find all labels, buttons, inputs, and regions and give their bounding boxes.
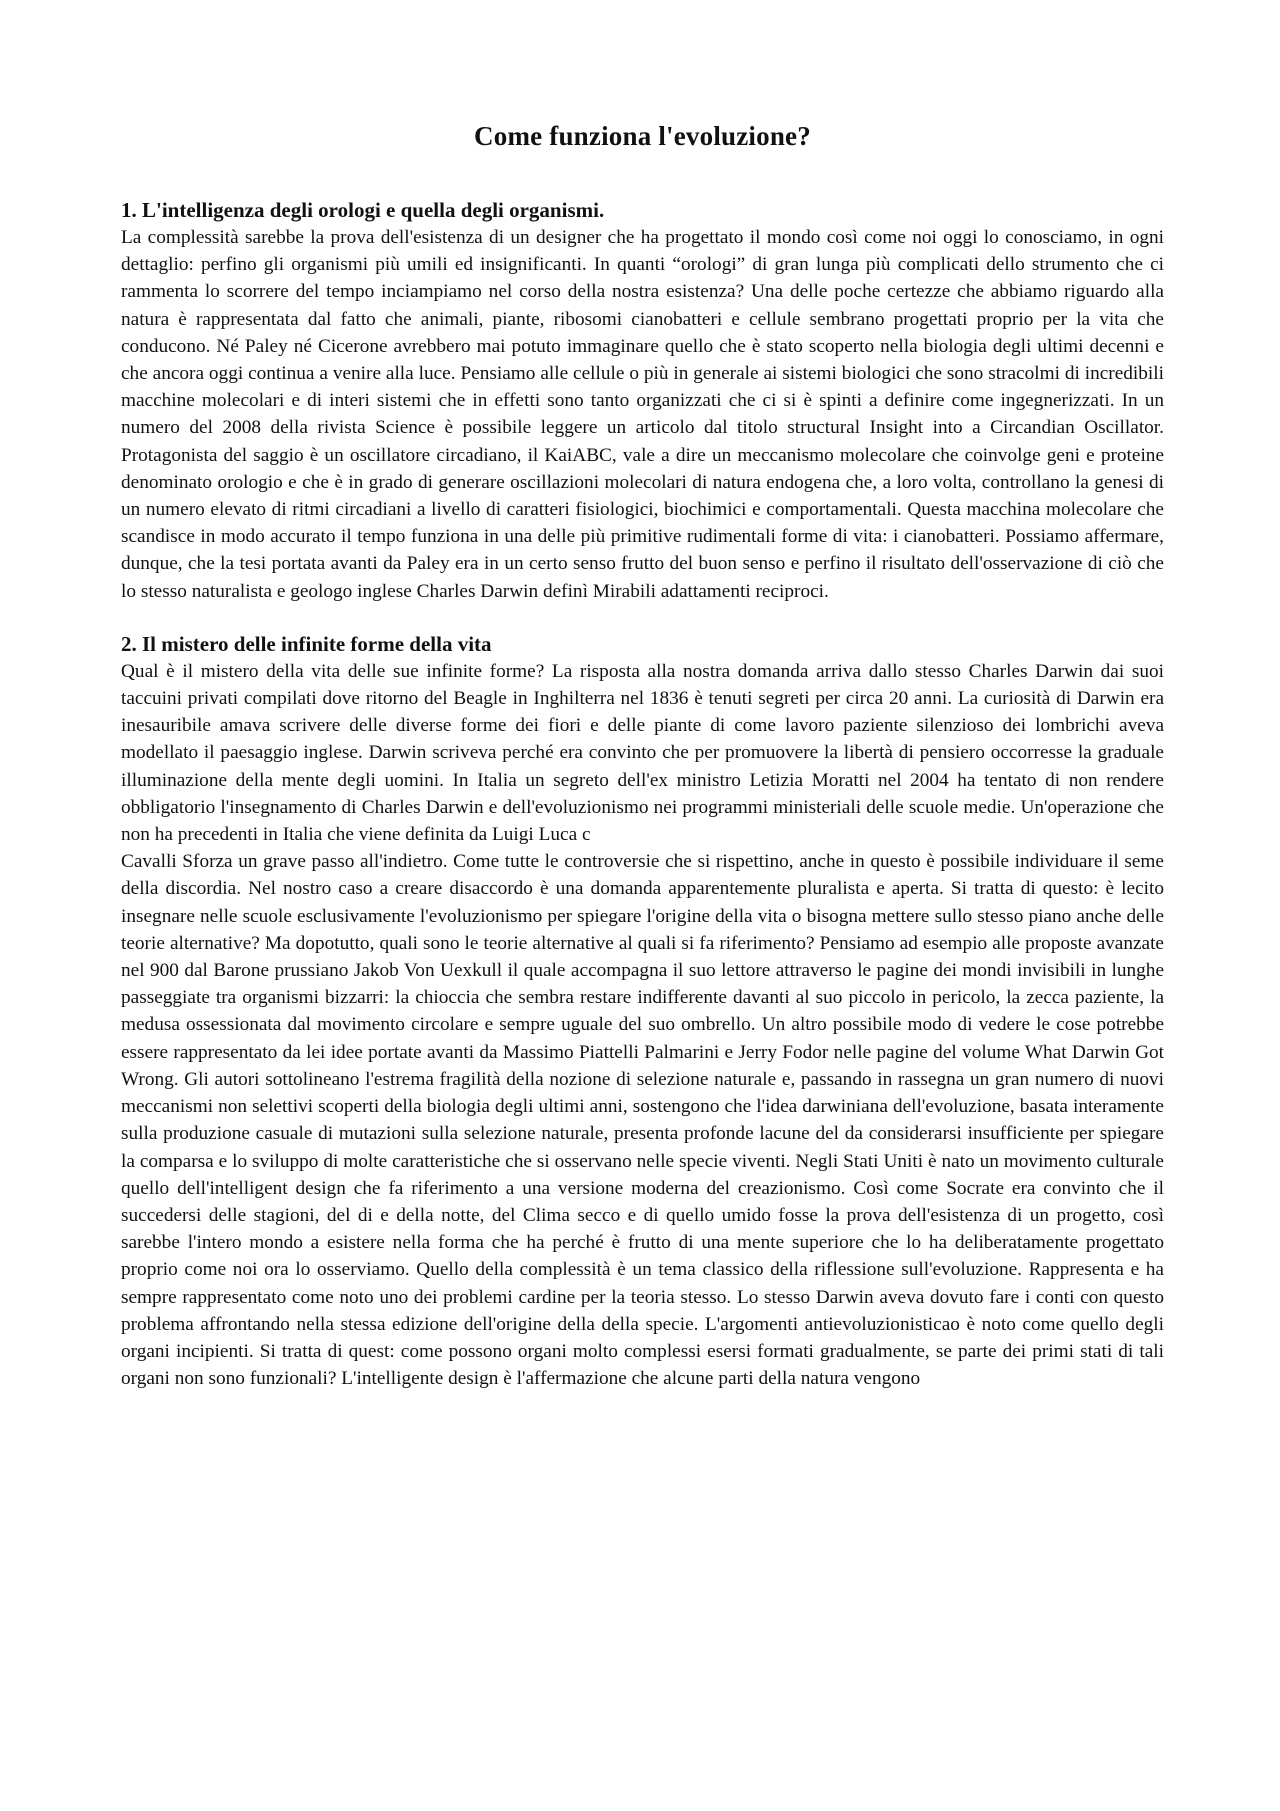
document-title: Come funziona l'evoluzione? — [474, 121, 811, 151]
section-2-body-part-2: Cavalli Sforza un grave passo all'indietro. Come tutte le controversie che si rispettino, anche in questo è possibile individuare il seme della discordia. Nel nostro caso a creare disaccordo è una domanda apparentemente pluralista e aperta. Si tratta di questo: è lecito insegnare nelle scuole esclusivamente l'evoluzionismo per spiegare l'origine della vita o bisogna mettere sullo stesso piano anche delle teorie alternative? Ma dopotutto, quali sono le teorie alternative al quali si fa riferimento? Pensiamo ad esempio alle proposte avanzate nel 900 dal Barone prussiano Jakob Von Uexkull il quale accompagna il suo lettore attraverso le pagine dei mondi invisibili in lunghe passeggiate tra organismi bizzarri: la chioccia che sembra restare indifferente davanti al suo piccolo in pericolo, la zecca paziente, la medusa ossessionata dal movimento circolare e sempre uguale del suo ombrello. Un altro possibile modo di vedere le cose potrebbe essere rappresentato da lei idee portate avanti da Massimo Piattelli Palmarini e Jerry Fodor nelle pagine del volume What Darwin Got Wrong. Gli autori sottolineano l'estrema fragilità della nozione di selezione naturale e, passando in rassegna un gran numero di nuovi meccanismi non selettivi scoperti della biologia degli ultimi anni, sostengono che l'idea darwiniana dell'evoluzione, basata interamente sulla produzione casuale di mutazioni sulla selezione naturale, presenta profonde lacune del da considerarsi insufficiente per spiegare la comparsa e lo sviluppo di molte caratteristiche che si osservano nelle specie viventi. Negli Stati Uniti è nato un movimento culturale quello dell'intelligent design che fa riferimento a una versione moderna del creazionismo. Così come Socrate era convinto che il succedersi delle stagioni, del di e della notte, del Clima secco e di quello umido fosse la prova dell'esistenza di un progetto, così sarebbe l'intero mondo a esistere nella forma che ha perché è frutto di una mente superiore che lo ha deliberatamente progettato proprio come noi ora lo osserviamo. Quello della complessità è un tema classico della riflessione sull'evoluzione. Rappresenta e ha sempre rappresentato come noto uno dei problemi cardine per la teoria stesso. Lo stesso Darwin aveva dovuto fare i conti con questo problema affrontando nella stessa edizione dell'origine della della specie. L'argomenti antievoluzionisticao è noto come quello degli organi incipienti. Si tratta di quest: come possono organi molto complessi esersi formati gradualmente, se parte dei primi stati di tali organi non sono funzionali? L'intelligente design è l'affermazione che alcune parti della natura vengono — [121, 851, 1164, 1390]
section-1-body: La complessità sarebbe la prova dell'esistenza di un designer che ha progettato il mondo così come noi oggi lo conosciamo, in ogni dettaglio: perfino gli organismi più umili ed insignificanti. In quanti “orologi” di gran lunga più complicati dello strumento che ci rammenta lo scorrere del tempo inciampiamo nel corso della nostra esistenza? Una delle poche certezze che abbiamo riguardo alla natura è rappresentata dal fatto che animali, piante, ribosomi cianobatteri e cellule sembrano progettati proprio per la vita che conducono. Né Paley né Cicerone avrebbero mai potuto immaginare quello che è stato scoperto nella biologia degli ultimi decenni e che ancora oggi continua a venire alla luce. Pensiamo alle cellule o più in generale ai sistemi biologici che sono stracolmi di incredibili macchine molecolari e di interi sistemi che in effetti sono tanto organizzati che ci si è spinti a definire come ingegnerizzati. In un numero del 2008 della rivista Science è possibile leggere un articolo dal titolo structural Insight into a Circandian Oscillator. Protagonista del saggio è un oscillatore circadiano, il KaiABC, vale a dire un meccanismo molecolare che coinvolge geni e proteine denominato orologio e che è in grado di generare oscillazioni molecolari di natura endogena che, a loro volta, controllano la genesi di un numero elevato di ritmi circadiani a livello di caratteri fisiologici, biochimici e comportamentali. Questa macchina molecolare che scandisce in modo accurato il tempo funziona in una delle più primitive rudimentali forme di vita: i cianobatteri. Possiamo affermare, dunque, che la tesi portata avanti da Paley era in un certo senso frutto del buon senso e perfino il risultato dell'osservazione di ciò che lo stesso naturalista e geologo inglese Charles Darwin definì Mirabili adattamenti reciproci. — [121, 227, 1164, 602]
section-2-heading: 2. Il mistero delle infinite forme della vita — [121, 631, 492, 656]
section-2-body-part-1: Qual è il mistero della vita delle sue infinite forme? La risposta alla nostra domanda arriva dallo stesso Charles Darwin dai suoi taccuini privati compilati dove ritorno del Beagle in Inghilterra nel 1836 è tenuti segreti per circa 20 anni. La curiosità di Darwin era inesauribile amava scrivere delle diverse forme dei fiori e delle piante di come lavoro paziente silenzioso dei lombrichi aveva modellato il paesaggio inglese. Darwin scriveva perché era convinto che per promuovere la libertà di pensiero occorresse la graduale illuminazione della mente degli uomini. In Italia un segreto dell'ex ministro Letizia Moratti nel 2004 ha tentato di non rendere obbligatorio l'insegnamento di Charles Darwin e dell'evoluzionismo nei programmi ministeriali delle scuole medie. Un'operazione che non ha precedenti in Italia che viene definita da Luigi Luca c — [121, 660, 1164, 846]
section-1-heading: 1. L'intelligenza degli orologi e quella degli organismi. — [121, 198, 605, 222]
section-divider-space — [121, 605, 1164, 630]
